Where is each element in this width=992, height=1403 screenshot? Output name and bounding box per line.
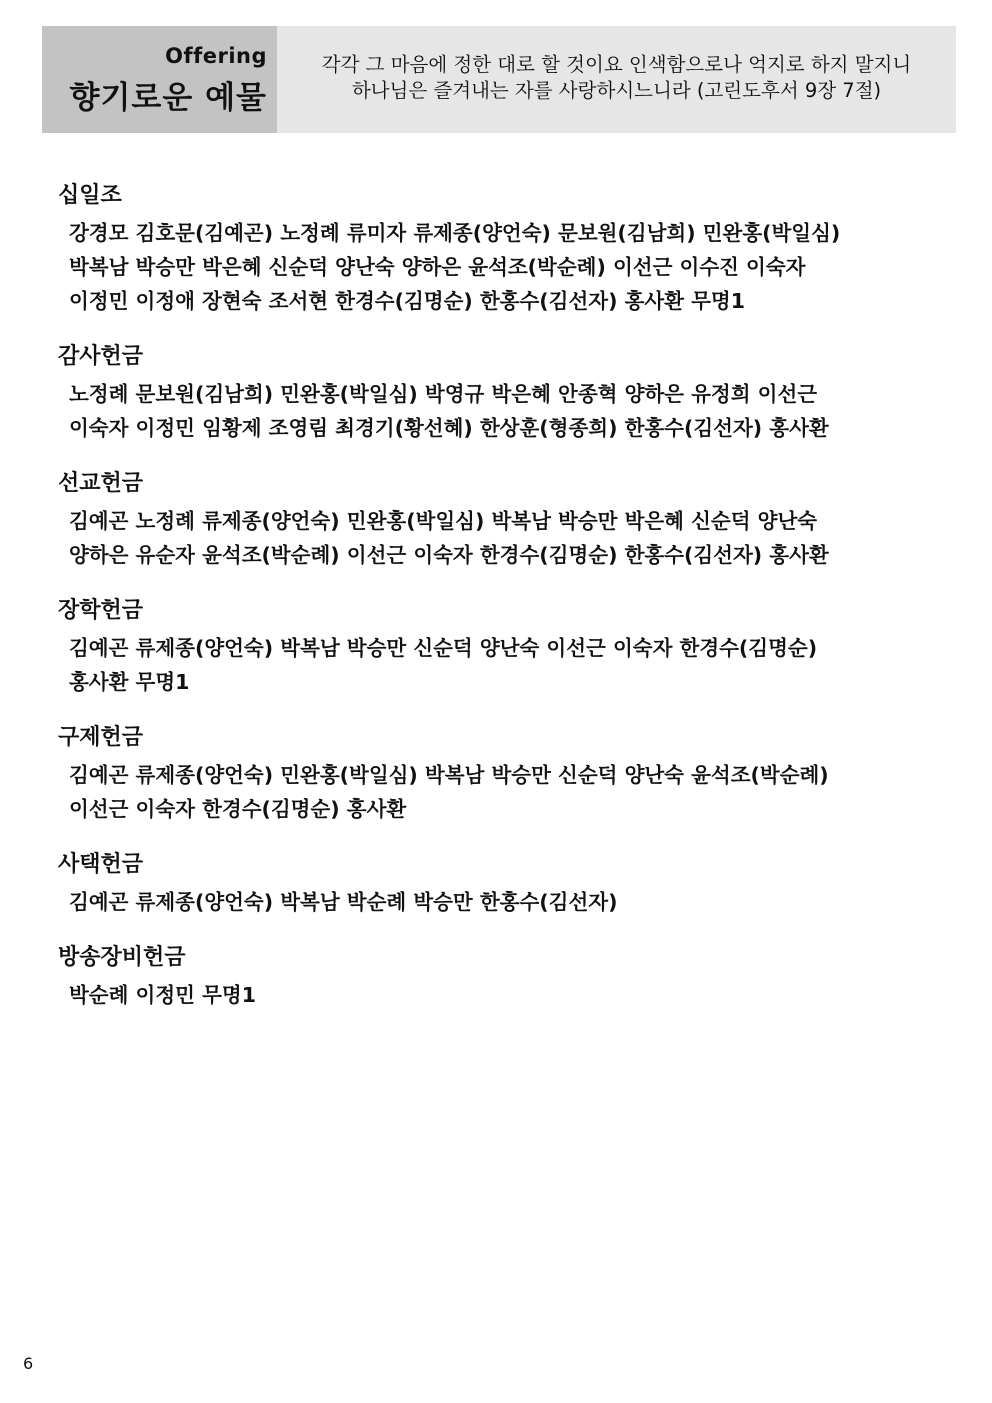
header-subtitle: Offering: [165, 44, 267, 68]
donor-names: [58, 758, 938, 826]
section-title: 방송장비헌금: [58, 945, 186, 970]
section-mission: [58, 464, 938, 572]
section-title: 구제헌금: [58, 725, 144, 750]
donor-line: 양하은 유순자 윤석조(박순례) 이선근 이숙자 한경수(김명순) 한홍수(김선자) 홍사환: [69, 543, 829, 567]
page-title: 향기로운 예물: [69, 80, 267, 116]
section-scholarship: [58, 591, 938, 699]
donor-names: [58, 216, 938, 318]
section-broadcast-equipment: [58, 938, 938, 1012]
donor-line: 김예곤 류제종(양언숙) 박복남 박순례 박승만 한홍수(김선자): [69, 890, 618, 914]
section-title: 선교헌금: [58, 471, 144, 496]
donor-line: 노정례 문보원(김남희) 민완홍(박일심) 박영규 박은혜 안종혁 양하은 유정희 이선근: [69, 382, 818, 406]
donor-names: [58, 885, 938, 919]
section-parsonage: [58, 845, 938, 919]
header-verse: [277, 26, 956, 133]
offering-header: [42, 26, 956, 133]
donor-line: 김예곤 류제종(양언숙) 박복남 박승만 신순덕 양난숙 이선근 이숙자 한경수(김명순): [69, 636, 818, 660]
donor-line: 홍사환 무명1: [69, 670, 190, 694]
donor-line: 김예곤 노정례 류제종(양언숙) 민완홍(박일심) 박복남 박승만 박은혜 신순덕 양난숙: [69, 509, 818, 533]
donor-line: 박복남 박승만 박은혜 신순덕 양난숙 양하은 윤석조(박순례) 이선근 이수진 이숙자: [69, 255, 806, 279]
section-thanksgiving: [58, 337, 938, 445]
header-title-block: [42, 26, 277, 133]
donor-names: [58, 631, 938, 699]
section-tithe: [58, 176, 938, 318]
verse-line-2: 하나님은 즐겨내는 자를 사랑하시느니라 (고린도후서 9장 7절): [351, 78, 882, 102]
donor-names: [58, 978, 938, 1012]
offering-list: [58, 176, 938, 1031]
donor-names: [58, 504, 938, 572]
page-number: 6: [23, 1354, 34, 1373]
section-title: 십일조: [58, 183, 122, 208]
donor-line: 이숙자 이정민 임황제 조영림 최경기(황선혜) 한상훈(형종희) 한홍수(김선자) 홍사환: [69, 416, 829, 440]
donor-line: 김예곤 류제종(양언숙) 민완홍(박일심) 박복남 박승만 신순덕 양난숙 윤석조(박순례): [69, 763, 829, 787]
donor-line: 박순례 이정민 무명1: [69, 983, 256, 1007]
section-relief: [58, 718, 938, 826]
donor-names: [58, 377, 938, 445]
donor-line: 이정민 이정애 장현숙 조서현 한경수(김명순) 한홍수(김선자) 홍사환 무명1: [69, 289, 745, 313]
donor-line: 이선근 이숙자 한경수(김명순) 홍사환: [69, 797, 407, 821]
verse-line-1: 각각 그 마음에 정한 대로 할 것이요 인색함으로나 억지로 하지 말지니: [321, 52, 912, 76]
section-title: 사택헌금: [58, 852, 144, 877]
section-title: 감사헌금: [58, 344, 144, 369]
section-title: 장학헌금: [58, 598, 144, 623]
donor-line: 강경모 김호문(김예곤) 노정례 류미자 류제종(양언숙) 문보원(김남희) 민완홍(박일심): [69, 221, 841, 245]
